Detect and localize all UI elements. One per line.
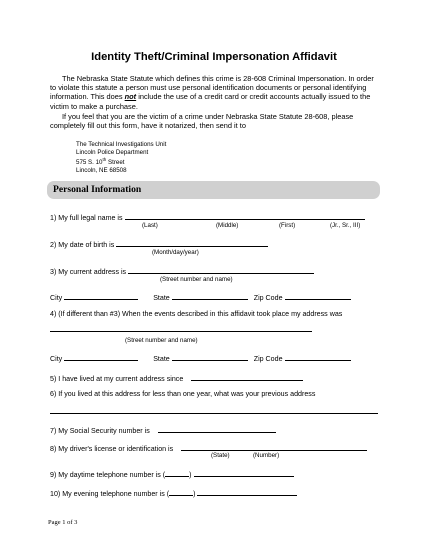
document-title: Identity Theft/Criminal Impersonation Affidavit <box>91 51 337 63</box>
previous-address-field[interactable] <box>50 406 378 414</box>
q8-sub-number: (Number) <box>253 452 280 459</box>
page-number: Page 1 of 3 <box>48 519 78 526</box>
intro-paragraph-1 <box>50 74 380 111</box>
q3-state-field[interactable] <box>172 292 248 300</box>
date-of-birth-field[interactable] <box>116 239 268 247</box>
q4-zip-field[interactable] <box>285 353 351 361</box>
q9-label: 9) My daytime telephone number is ( ) <box>50 469 294 479</box>
q3-zip-field[interactable] <box>285 292 351 300</box>
q2-label: 2) My date of birth is <box>50 239 268 249</box>
emphasis-not: not <box>124 92 137 102</box>
daytime-phone-field[interactable] <box>194 469 294 477</box>
q4-city-field[interactable] <box>64 353 138 361</box>
q3-label: 3) My current address is <box>50 266 314 276</box>
q3-city-field[interactable] <box>64 292 138 300</box>
address-line-2: Lincoln Police Department <box>76 148 149 156</box>
q1-sub-first: (First) <box>279 222 296 229</box>
q2-sub: (Month/day/year) <box>152 249 199 256</box>
address-line-3: 575 S. 10th Street <box>76 157 125 167</box>
full-name-field[interactable] <box>125 212 365 220</box>
evening-area-code-field[interactable] <box>169 488 193 496</box>
q4-address-line <box>50 324 312 334</box>
q10-label: 10) My evening telephone number is ( ) <box>50 488 297 498</box>
q8-label: 8) My driver's license or identification is <box>50 443 367 453</box>
intro-paragraph-2: If you feel that you are the victim of a crime under Nebraska State Statute 28-608, please completely fill out this form, have it notarized, then send it to <box>50 112 354 131</box>
q4-label: 4) (If different than #3) When the events described in this affidavit took place my address was <box>50 310 343 318</box>
q3-city-row: City State Zip Code <box>50 292 351 302</box>
evening-phone-field[interactable] <box>197 488 297 496</box>
daytime-area-code-field[interactable] <box>165 469 189 477</box>
q1-sub-middle: (Middle) <box>216 222 239 229</box>
q1-label: 1) My full legal name is <box>50 212 365 222</box>
q3-sub: (Street number and name) <box>160 276 233 283</box>
q6-answer-line <box>50 406 378 416</box>
intro-text: The Nebraska State Statute which defines this crime is 28-608 Criminal Impersonation. In order to violate this statute a person must use personal identification documents or personal identifying information. This does <box>50 74 374 102</box>
mailing-address <box>76 141 166 174</box>
intro-text-end: include the use of a credit card or credit accounts actually issued to the victim to make a purchase. <box>50 92 371 111</box>
ssn-field[interactable] <box>158 425 276 433</box>
q4-state-field[interactable] <box>172 353 248 361</box>
q1-sub-last: (Last) <box>142 222 158 229</box>
q8-sub-state: (State) <box>211 452 230 459</box>
q4-city-row: City State Zip Code <box>50 353 351 363</box>
q1-sub-suffix: (Jr., Sr., III) <box>330 222 361 229</box>
q4-sub: (Street number and name) <box>125 337 198 344</box>
q7-label: 7) My Social Security number is <box>50 425 276 435</box>
section-title: Personal Information <box>53 184 142 195</box>
q6-label: 6) If you lived at this address for less than one year, what was your previous address <box>50 390 316 398</box>
address-line-1: The Technical Investigations Unit <box>76 141 167 148</box>
lived-since-field[interactable] <box>191 373 303 381</box>
current-address-field[interactable] <box>128 266 314 274</box>
drivers-license-field[interactable] <box>181 443 367 451</box>
address-line-4: Lincoln, NE 68508 <box>76 166 127 174</box>
previous-event-address-field[interactable] <box>50 324 312 332</box>
q5-label: 5) I have lived at my current address since <box>50 373 303 383</box>
